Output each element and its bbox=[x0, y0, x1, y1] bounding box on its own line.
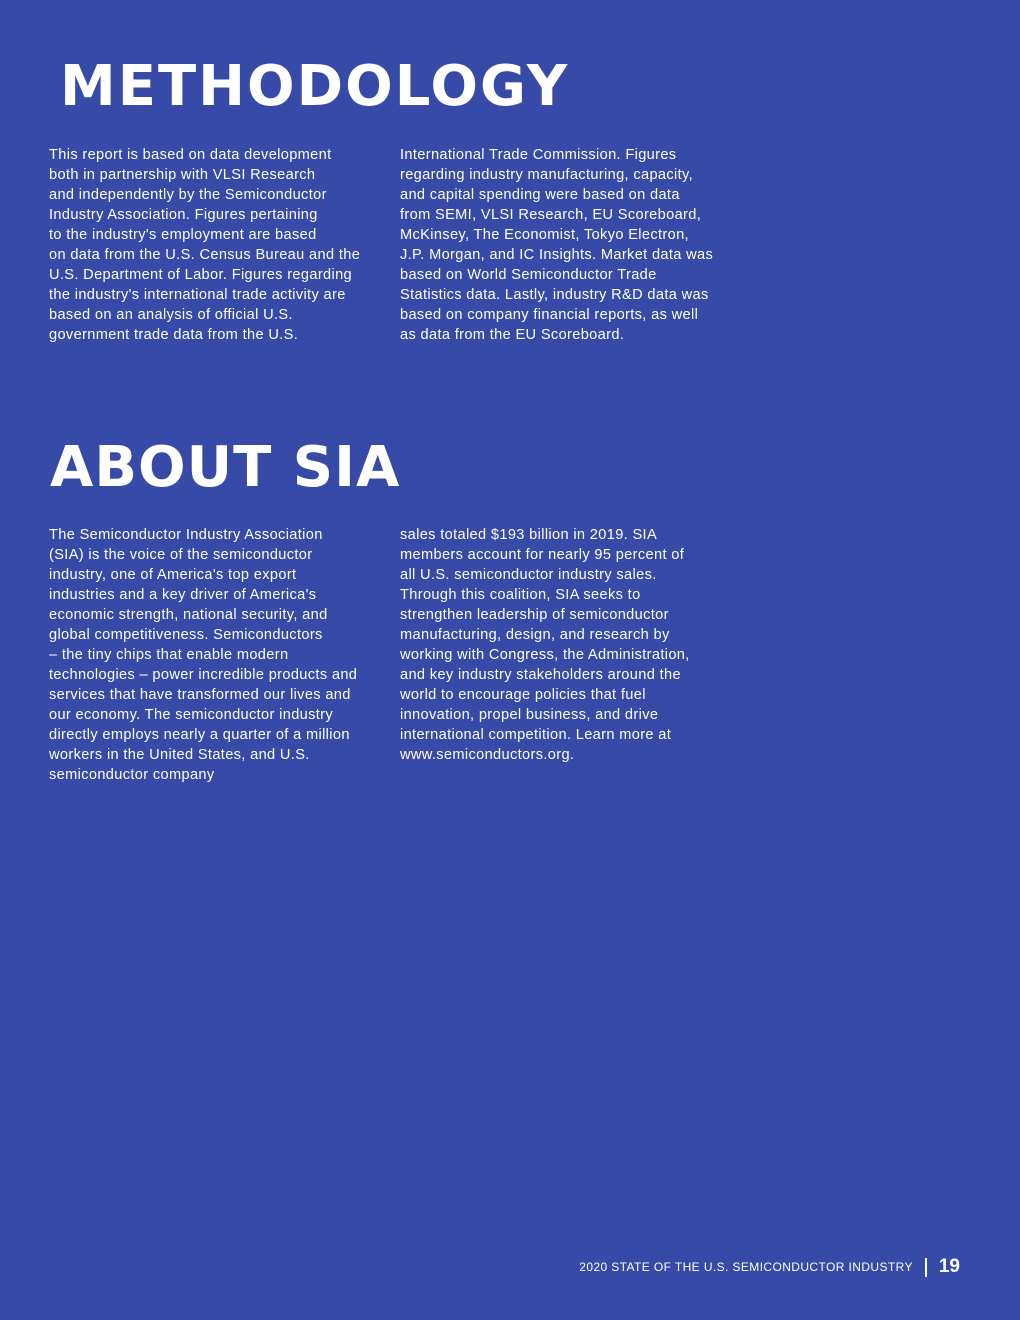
methodology-heading: METHODOLOGY bbox=[60, 54, 570, 119]
about-sia-text-right: sales totaled $193 billion in 2019. SIA members account for nearly 95 percent of all U.S. semiconductor industry sales. Through this coalition, SIA seeks to strengthen leadership of semiconductor manufacturing, design, and research by working with Congress, the Administration, and key industry stakeholders around the world to encourage policies that fuel innovation, propel business, and drive international competition. Learn more at www.semiconductors.org. bbox=[400, 527, 690, 763]
about-sia-heading: ABOUT SIA bbox=[50, 435, 401, 500]
methodology-text-right: International Trade Commission. Figures regarding industry manufacturing, capacity, and capital spending were based on data from SEMI, VLSI Research, EU Scoreboard, McKinsey, The Economist, Tokyo Electron, J.P. Morgan, and IC Insights. Market data was based on World Semiconductor Trade Statistics data. Lastly, industry R&D data was based on company financial reports, as well as data from the EU Scoreboard. bbox=[400, 147, 714, 343]
about-sia-text-left: The Semiconductor Industry Association (SIA) is the voice of the semiconductor industry, one of America's top export industries and a key driver of America's economic strength, national security, and global competitiveness. Semiconductors – the tiny chips that enable modern technologies – power incredible products and services that have transformed our lives and our economy. The semiconductor industry directly employs nearly a quarter of a million workers in the United States, and U.S. semiconductor company bbox=[49, 527, 358, 783]
page-footer bbox=[579, 1256, 960, 1278]
footer-report-title: 2020 STATE OF THE U.S. SEMICONDUCTOR INDUSTRY bbox=[579, 1260, 913, 1274]
methodology-text-left: This report is based on data development both in partnership with VLSI Research and independently by the Semiconductor Industry Association. Figures pertaining to the industry's employment are based on data from the U.S. Census Bureau and the U.S. Department of Labor. Figures regarding the industry's international trade activity are based on an analysis of official U.S. government trade data from the U.S. bbox=[49, 147, 361, 343]
footer-divider bbox=[925, 1258, 927, 1277]
page-number: 19 bbox=[938, 1256, 960, 1277]
